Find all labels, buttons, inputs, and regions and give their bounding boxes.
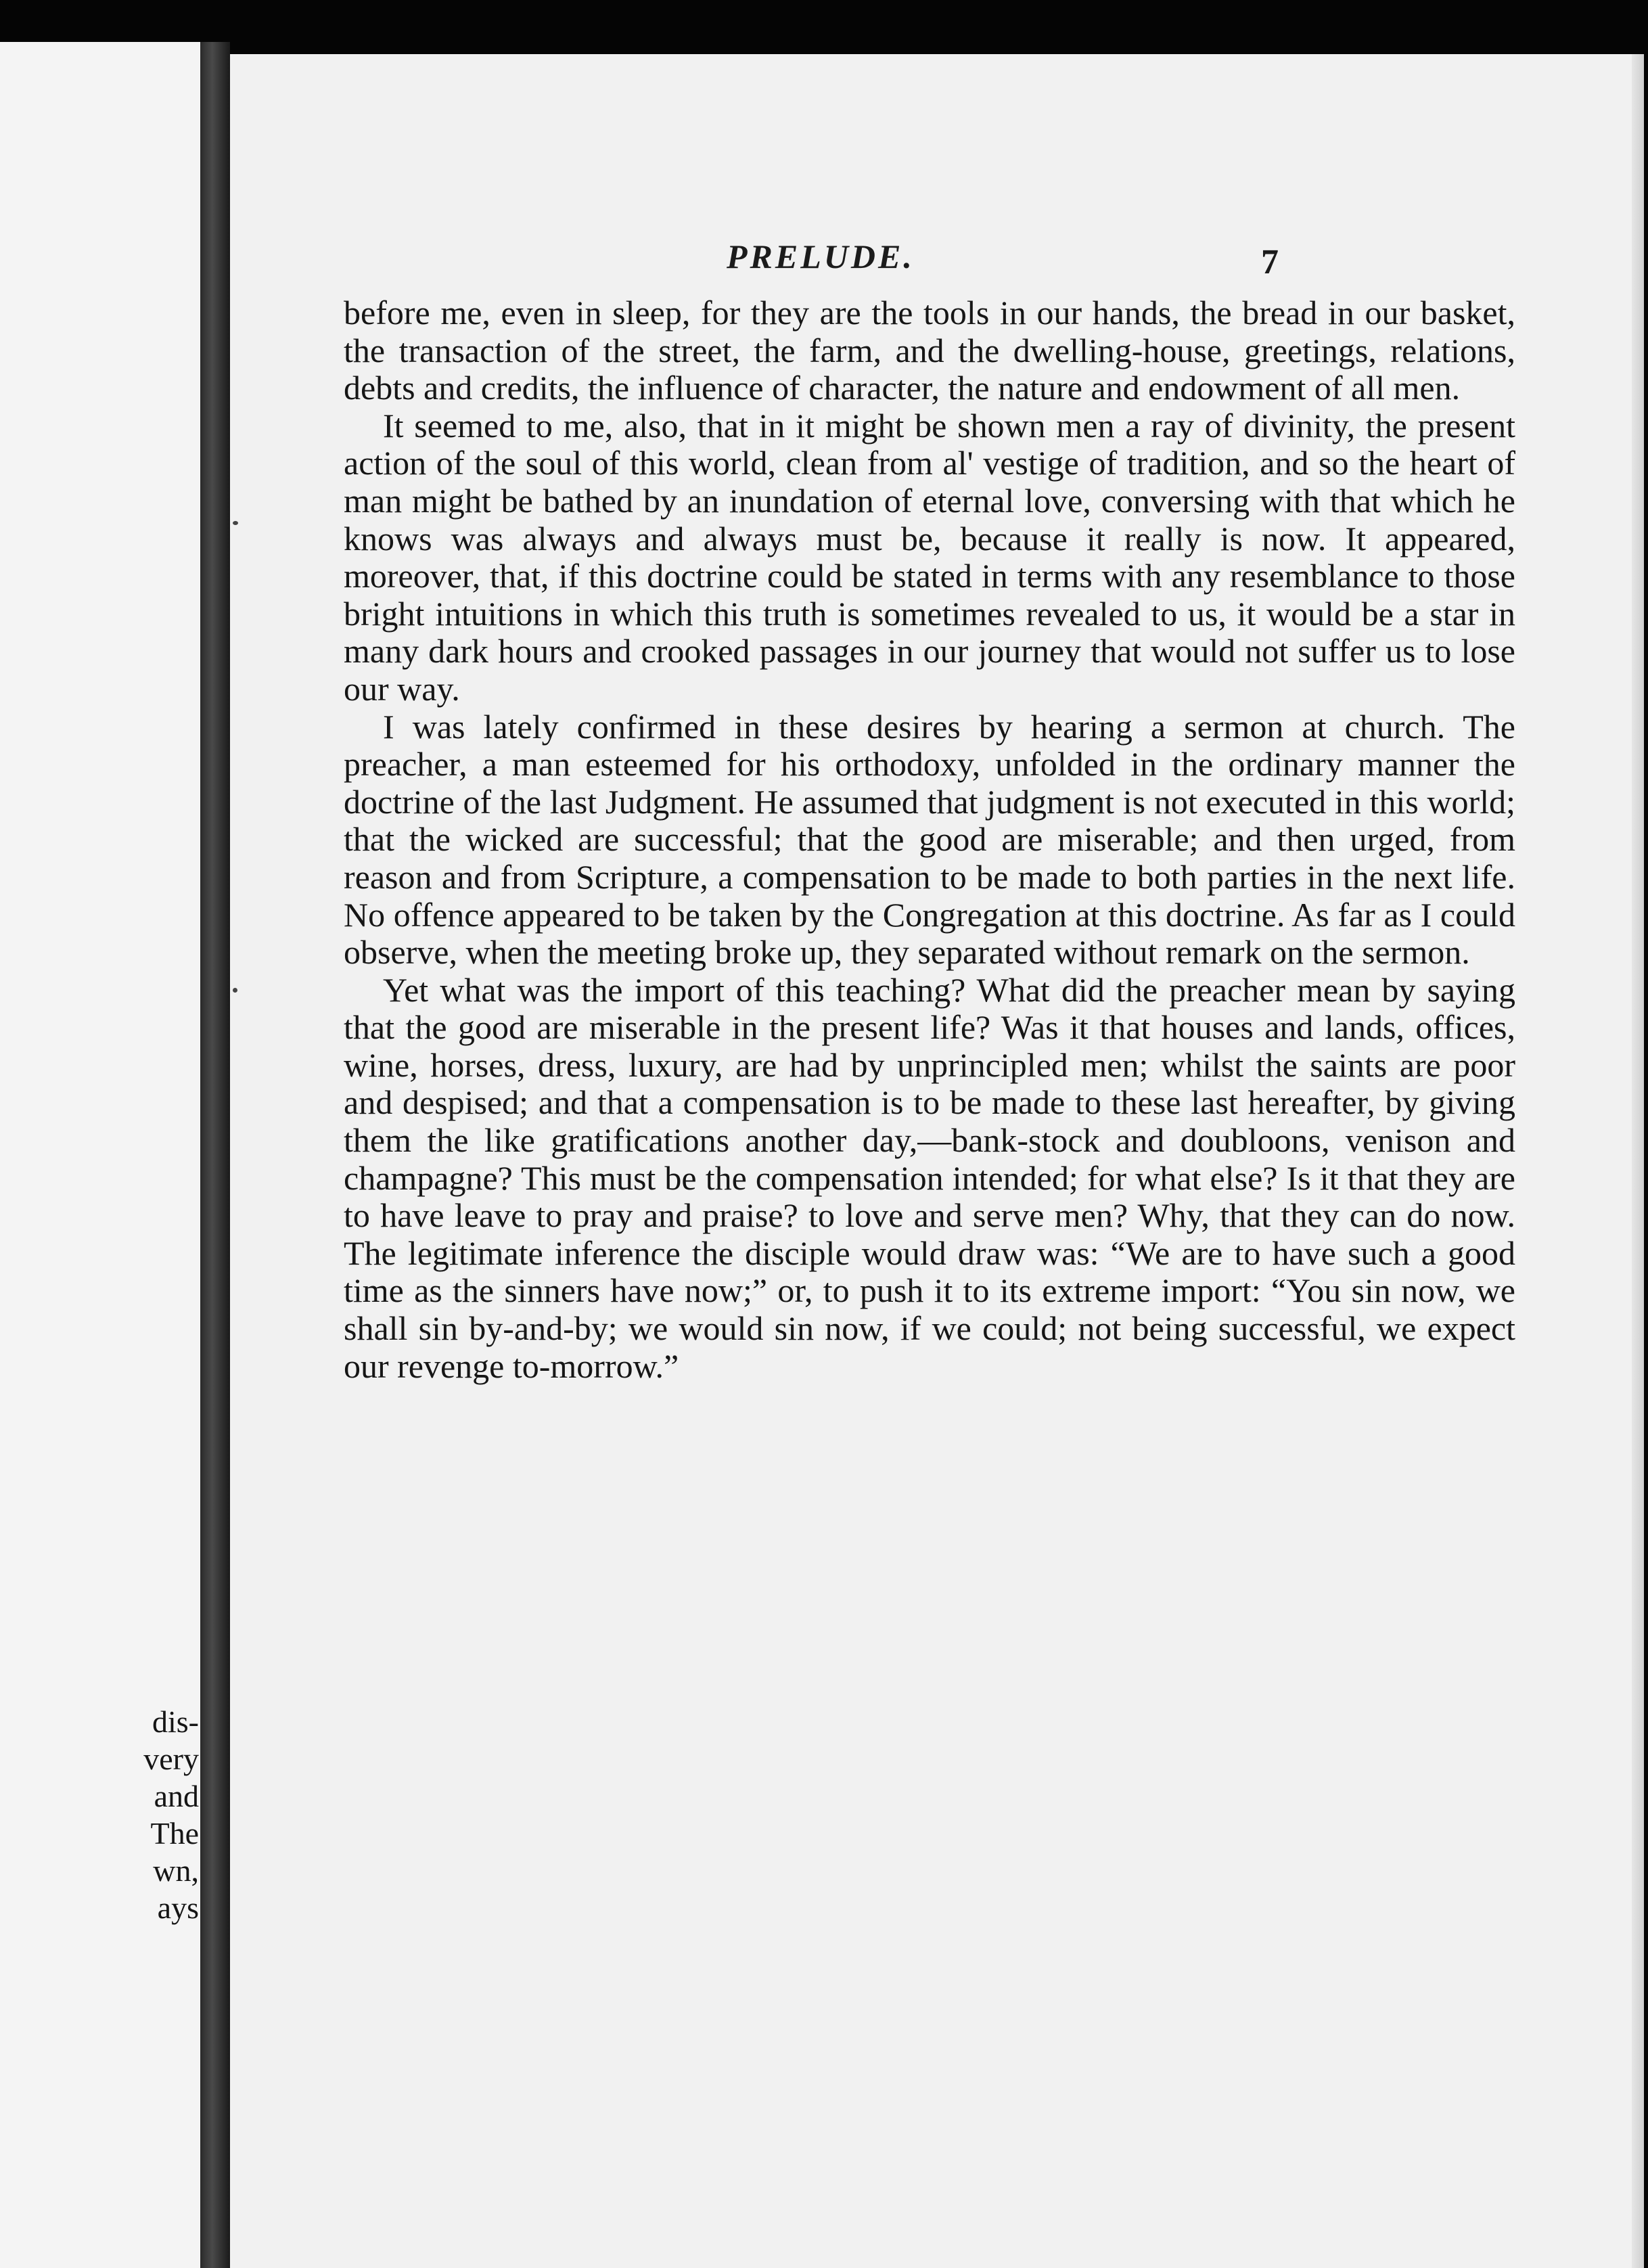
left-fragment: and bbox=[154, 1779, 199, 1813]
left-fragment: The bbox=[150, 1816, 199, 1851]
running-title: PRELUDE. bbox=[727, 237, 915, 275]
left-fragment: very bbox=[143, 1742, 199, 1776]
left-page bbox=[0, 42, 200, 2268]
paragraph: I was lately confirmed in these desires by hearing a sermon at church. The preacher, a man esteemed for his orthodoxy, unfolded in the ordinary manner the doctrine of the last Judgment. He assumed that judgment is not executed in this world; that the wicked are successful; that the good are miserable; and then urged, from reason and from Scripture, a compensation to be made to both parties in the next life. No offence appeared to be taken by the Congregation at this doctrine. As far as I could observe, when the meeting broke up, they separated without remark on the sermon. bbox=[344, 707, 1515, 972]
left-fragment: wn, bbox=[153, 1853, 199, 1888]
left-fragment: dis- bbox=[152, 1704, 199, 1739]
paragraph: before me, even in sleep, for they are the tools in our hands, the bread in our basket, the transaction of the street, the farm, and the dwelling-house, greetings, relations, debts and credits, the influence of character, the nature and endowment of all men. bbox=[344, 294, 1515, 407]
body-text bbox=[344, 294, 1515, 1385]
book-gutter bbox=[200, 42, 230, 2268]
running-head bbox=[230, 237, 1644, 298]
left-page-text-fragments bbox=[5, 1703, 199, 1926]
paper-speck bbox=[233, 521, 238, 525]
paper-speck bbox=[233, 988, 237, 993]
page-edge bbox=[1632, 54, 1644, 2268]
page-number: 7 bbox=[1261, 243, 1279, 281]
paragraph: It seemed to me, also, that in it might be shown men a ray of divinity, the present action of the soul of this world, clean from al' vestige of tradition, and so the heart of man might be bathed by an inundation of eternal love, conversing with that which he knows was always and always must be, because it really is now. It appeared, moreover, that, if this doctrine could be stated in terms with any resemblance to those bright intuitions in which this truth is sometimes revealed to us, it would be a star in many dark hours and crooked passages in our journey that would not suffer us to lose our way. bbox=[344, 406, 1515, 708]
right-page bbox=[230, 54, 1644, 2268]
paragraph: Yet what was the import of this teaching? What did the preacher mean by saying that the good are miserable in the present life? Was it that houses and lands, offices, wine, horses, dress, luxury, are had by unprincipled men; whilst the saints are poor and despised; and that a compensation is to be made to these last hereafter, by giving them the like gratifications another day,—bank-stock and doubloons, venison and champagne? This must be the compensation intended; for what else? Is it that they are to have leave to pray and praise? to love and serve men? Why, that they can do now. The legitimate inference the disciple would draw was: “We are to have such a good time as the sinners have now;” or, to push it to its extreme import: “You sin now, we shall sin by-and-by; we would sin now, if we could; not being successful, we expect our revenge to-morrow.” bbox=[344, 970, 1515, 1385]
left-fragment: ays bbox=[157, 1890, 199, 1925]
